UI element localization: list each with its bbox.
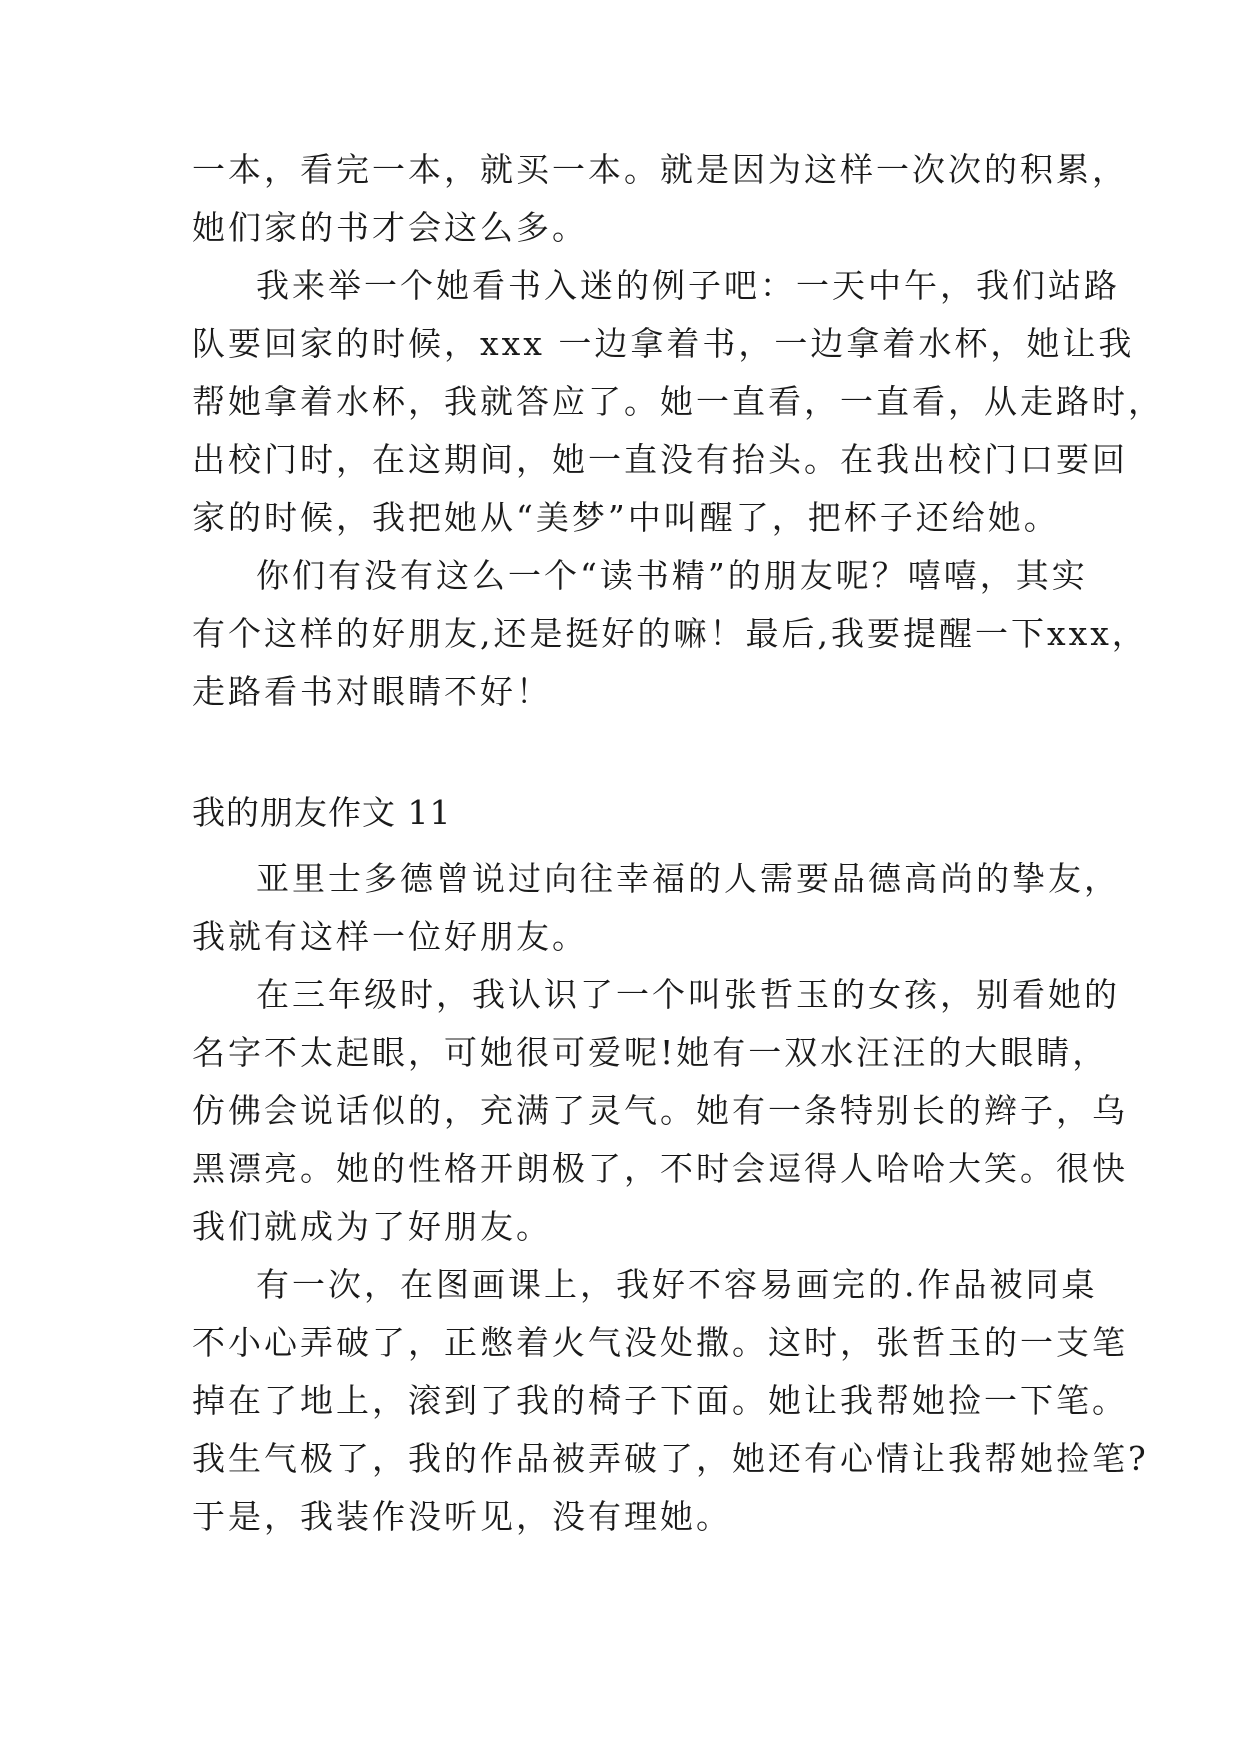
paragraph-line: 我来举一个她看书入迷的例子吧：一天中午，我们站路: [256, 266, 1120, 305]
paragraph-line: 我生气极了，我的作品被弄破了，她还有心情让我帮她捡笔?: [192, 1439, 1149, 1478]
paragraph-line: 黑漂亮。她的性格开朗极了，不时会逗得人哈哈大笑。很快: [192, 1149, 1128, 1188]
paragraph-line: 我们就成为了好朋友。: [192, 1207, 552, 1246]
paragraph-line: 队要回家的时候，xxx 一边拿着书，一边拿着水杯，她让我: [192, 324, 1135, 363]
essay-title: 我的朋友作文 11: [192, 793, 452, 832]
paragraph-line: 走路看书对眼睛不好！: [192, 672, 552, 711]
paragraph-line: 不小心弄破了，正憋着火气没处撒。这时，张哲玉的一支笔: [192, 1323, 1128, 1362]
paragraph-line: 家的时候，我把她从“美梦”中叫醒了，把杯子还给她。: [192, 498, 1060, 537]
essay-body: [192, 850, 1149, 1546]
paragraph-line: 一本，看完一本，就买一本。就是因为这样一次次的积累，: [192, 150, 1128, 189]
paragraph-line: 出校门时，在这期间，她一直没有抬头。在我出校门口要回: [192, 440, 1128, 479]
paragraph-line: 于是，我装作没听见，没有理她。: [192, 1497, 732, 1536]
paragraph-line: 在三年级时，我认识了一个叫张哲玉的女孩，别看她的: [256, 975, 1120, 1014]
paragraph-line: 你们有没有这么一个“读书精”的朋友呢？嘻嘻，其实: [256, 556, 1088, 595]
paragraph-line: 她们家的书才会这么多。: [192, 208, 588, 247]
essay-continuation: [192, 141, 1164, 721]
paragraph-line: 我就有这样一位好朋友。: [192, 917, 588, 956]
paragraph-line: 帮她拿着水杯，我就答应了。她一直看，一直看，从走路时，: [192, 382, 1164, 421]
paragraph-line: 仿佛会说话似的，充满了灵气。她有一条特别长的辫子，乌: [192, 1091, 1128, 1130]
paragraph-line: 有一次，在图画课上，我好不容易画完的.作品被同桌: [256, 1265, 1098, 1304]
paragraph-line: 亚里士多德曾说过向往幸福的人需要品德高尚的挚友，: [256, 859, 1120, 898]
paragraph-line: 掉在了地上，滚到了我的椅子下面。她让我帮她捡一下笔。: [192, 1381, 1128, 1420]
paragraph-line: 名字不太起眼，可她很可爱呢!她有一双水汪汪的大眼睛，: [192, 1033, 1109, 1072]
paragraph-line: 有个这样的好朋友,还是挺好的嘛！最后,我要提醒一下xxx，: [192, 614, 1148, 653]
